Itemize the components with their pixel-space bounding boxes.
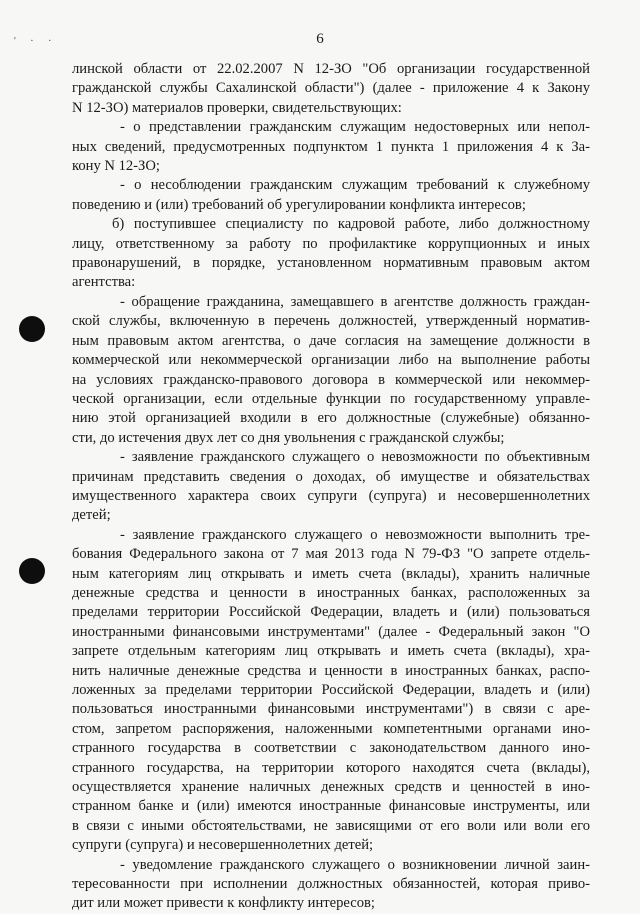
text-line: ской службы, включенную в перечень должностей, утвержденный норматив- — [72, 313, 590, 330]
text-line: стом, запретом распоряжения, наложенными компетентными органами ино- — [72, 720, 590, 737]
text-line: сти, до истечения двух лет со дня увольнения с гражданской службы; — [72, 429, 505, 446]
text-line: - о представлении гражданским служащим недостоверных или непол- — [120, 119, 590, 136]
text-line: на условиях гражданско-правового договора в коммерческой или некоммер- — [72, 371, 590, 388]
text-line: детей; — [72, 507, 111, 524]
text-line: правонарушений, в порядке, установленном нормативным правовым актом — [72, 255, 590, 272]
text-line: гражданской службы Сахалинской области") (далее - приложение 4 к Закону — [72, 80, 590, 97]
scan-specks: ' · · — [14, 36, 58, 47]
text-line: N 12-ЗО) материалов проверки, свидетельствующих: — [72, 99, 402, 116]
text-line: ложенных за пределами территории Российской Федерации, владеть и (или) — [72, 682, 590, 698]
text-line: - о несоблюдении гражданским служащим требований к служебному — [120, 177, 590, 194]
text-line: - обращение гражданина, замещавшего в агентстве должность граждан- — [120, 293, 590, 310]
text-line: пределами территории Российской Федерации, владеть и (или) пользоваться — [72, 604, 590, 621]
text-line: поведению и (или) требований об урегулировании конфликта интересов; — [72, 196, 526, 213]
text-line: странного государства, на территории которого находятся счета (вклады), — [72, 759, 590, 776]
text-line: ным правовым актом агентства, о даче согласия на замещение должности в — [72, 332, 590, 349]
text-line: - уведомление гражданского служащего о возникновении личной заин- — [120, 856, 590, 873]
text-line: иностранными финансовыми инструментами" (далее - Федеральный закон "О — [72, 623, 590, 640]
text-line: лицу, ответственному за работу по профилактике коррупционных и иных — [72, 235, 590, 252]
text-line: имущественного характера своих супруги (супруга) и несовершеннолетних — [72, 487, 590, 504]
text-line: ческой организации, если отдельные функции по государственному управле- — [72, 390, 590, 407]
text-line: линской области от 22.02.2007 N 12-ЗО "Об организации государственной — [72, 61, 590, 77]
text-line: бования Федерального закона от 7 мая 2013 года N 79-ФЗ "О запрете отдель- — [72, 546, 590, 563]
text-line: пользоваться иностранными финансовыми инструментами") в связи с аре- — [72, 701, 590, 718]
text-line: агентства: — [72, 274, 136, 291]
text-line: осуществляется хранение наличных денежных средств и ценностей в ино- — [72, 779, 590, 796]
text-line: тересованности при исполнении должностных обязанностей, которая приво- — [72, 876, 590, 893]
text-line: кону N 12-ЗО; — [72, 158, 160, 175]
document-body — [72, 60, 590, 914]
punch-hole-top — [19, 316, 45, 342]
page-number: 6 — [316, 31, 324, 47]
text-line: странного государства в соответствии с законодательством данного ино- — [72, 740, 590, 757]
text-line: - заявление гражданского служащего о невозможности выполнить тре- — [120, 526, 590, 543]
text-line: дит или может привести к конфликту интересов; — [72, 895, 375, 912]
text-line: нить наличные денежные средства и ценности в иностранных банках, распо- — [72, 662, 590, 679]
text-line: ных сведений, предусмотренных подпунктом 1 пункта 1 приложения 4 к За- — [72, 138, 590, 155]
text-line: причинам представить сведения о доходах, об имуществе и обязательствах — [72, 468, 590, 485]
text-line: в связи с иными обстоятельствами, не зависящими от его воли или воли его — [72, 817, 590, 834]
text-line: ным категориям лиц открывать и иметь счета (вклады), хранить наличные — [72, 565, 590, 582]
text-line: коммерческой или некоммерческой организации либо на выполнение работы — [72, 352, 590, 369]
text-line: странном банке и (или) имеются иностранные финансовые инструменты, или — [72, 798, 590, 815]
text-line: запрете отдельным категориям лиц открывать и иметь счета (вклады), хра- — [72, 643, 590, 660]
text-line: б) поступившее специалисту по кадровой работе, либо должностному — [112, 216, 590, 233]
text-line: денежные средства и ценности в иностранных банках, расположенных за — [72, 584, 590, 601]
text-line: - заявление гражданского служащего о невозможности по объективным — [120, 449, 590, 466]
text-line: нию этой организацией входили в его должностные (служебные) обязанно- — [72, 410, 590, 427]
text-line: супруги (супруга) и несовершеннолетних детей; — [72, 837, 374, 854]
punch-hole-bottom — [19, 558, 45, 584]
